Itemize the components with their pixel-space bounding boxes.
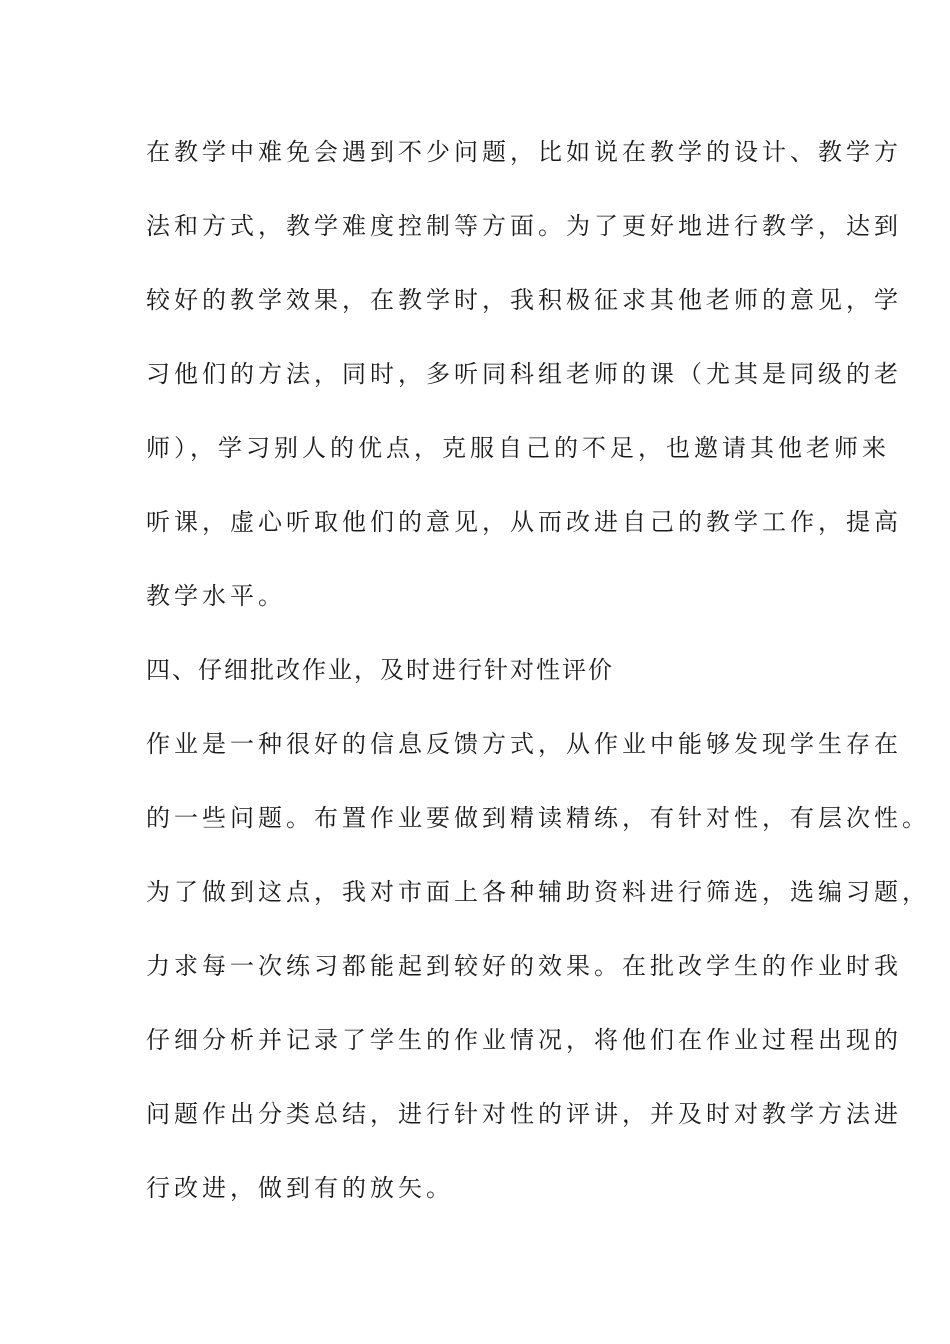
section-heading: 四、仔细批改作业，及时进行针对性评价 bbox=[146, 656, 614, 684]
paragraph-line: 较好的教学效果，在教学时，我积极征求其他老师的意见，学 bbox=[146, 286, 902, 314]
paragraph-line: 在教学中难免会遇到不少问题，比如说在教学的设计、教学方 bbox=[146, 138, 902, 166]
paragraph-line: 问题作出分类总结，进行针对性的评讲，并及时对教学方法进 bbox=[146, 1100, 902, 1128]
paragraph-line: 仔细分析并记录了学生的作业情况，将他们在作业过程出现的 bbox=[146, 1026, 902, 1054]
paragraph-line: 师），学习别人的优点，克服自己的不足，也邀请其他老师来 bbox=[146, 434, 890, 462]
paragraph-line: 作业是一种很好的信息反馈方式，从作业中能够发现学生存在 bbox=[146, 730, 902, 758]
paragraph-line: 法和方式，教学难度控制等方面。为了更好地进行教学，达到 bbox=[146, 212, 902, 240]
paragraph-line: 力求每一次练习都能起到较好的效果。在批改学生的作业时我 bbox=[146, 952, 902, 980]
paragraph-line: 听课，虚心听取他们的意见，从而改进自己的教学工作，提高 bbox=[146, 508, 902, 536]
paragraph-line: 习他们的方法，同时，多听同科组老师的课（尤其是同级的老 bbox=[146, 360, 902, 388]
paragraph-line: 行改进，做到有的放矢。 bbox=[146, 1174, 454, 1202]
paragraph-line: 为了做到这点，我对市面上各种辅助资料进行筛选，选编习题， bbox=[146, 878, 930, 906]
paragraph-line: 的一些问题。布置作业要做到精读精练，有针对性，有层次性。 bbox=[146, 804, 930, 832]
paragraph-line: 教学水平。 bbox=[146, 582, 286, 610]
